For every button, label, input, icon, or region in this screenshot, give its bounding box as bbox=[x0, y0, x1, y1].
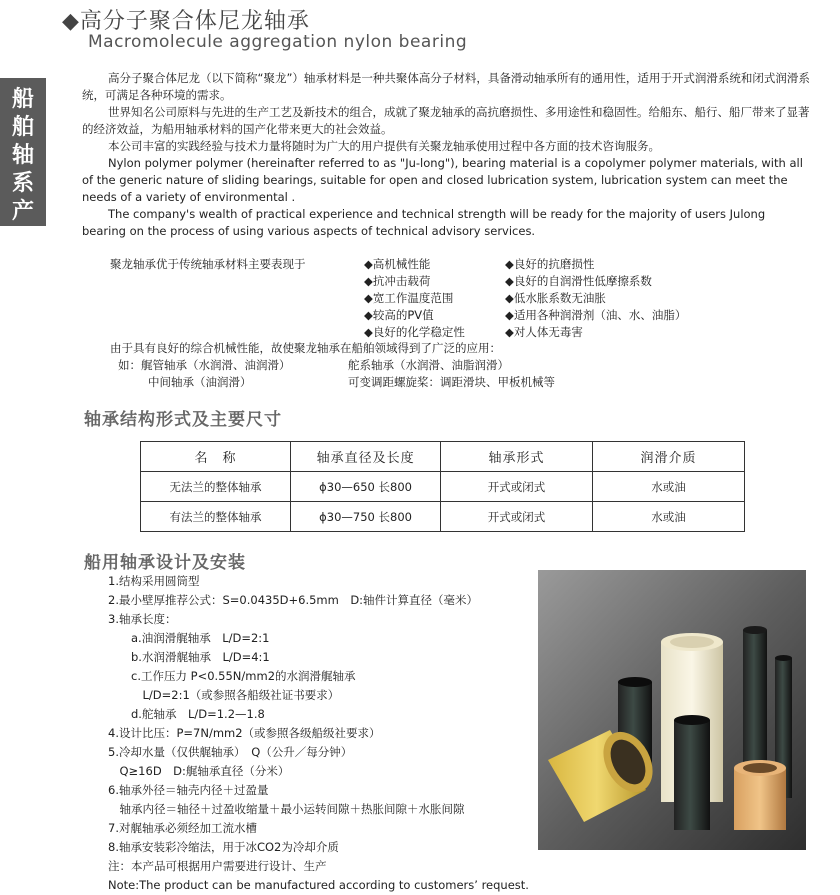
features-column-2 bbox=[505, 256, 686, 341]
intro-paragraph: 本公司丰富的实践经验与技术力量将随时为广大的用户提供有关聚龙轴承使用过程中各方面的技术咨询服务。 bbox=[108, 139, 660, 153]
application-item: 可变调距螺旋桨：调距滑块、甲板机械等 bbox=[348, 375, 555, 389]
page-subtitle: Macromolecule aggregation nylon bearing bbox=[88, 32, 468, 52]
application-item: 中间轴承（油润滑） bbox=[148, 375, 252, 389]
applications-row bbox=[118, 357, 509, 374]
side-tab-char: 系 bbox=[11, 171, 34, 196]
feature-item: ◆高机械性能 bbox=[364, 257, 431, 271]
intro-paragraph-en: The company's wealth of practical experience and technical strength will be ready for the majority of users Julong bearing on the process of using various aspects of technical advisory services. bbox=[82, 207, 766, 238]
table-cell: 开式或闭式 bbox=[441, 502, 593, 532]
feature-item: ◆较高的PV值 bbox=[364, 308, 434, 322]
feature-item: ◆宽工作温度范围 bbox=[364, 291, 454, 305]
feature-item: ◆适用各种润滑剂（油、水、油脂） bbox=[505, 308, 687, 322]
table-header: 润滑介质 bbox=[593, 442, 745, 472]
applications-block bbox=[110, 340, 555, 391]
design-line: 3.轴承长度： bbox=[108, 612, 177, 626]
structure-section-title: 轴承结构形式及主要尺寸 bbox=[84, 410, 282, 430]
intro-paragraph: 世界知名公司原料与先进的生产工艺及新技术的组合，成就了聚龙轴承的高抗磨损性、多用途性和稳固性。给船东、船行、船厂带来了显著的经济效益，为船用轴承材料的国产化带来更大的社会效益。 bbox=[82, 105, 810, 136]
black-tube-short bbox=[674, 715, 710, 830]
table-cell: 无法兰的整体轴承 bbox=[141, 472, 291, 502]
bearing-spec-table bbox=[140, 441, 745, 532]
table-cell: 水或油 bbox=[593, 502, 745, 532]
intro-paragraph-en: Nylon polymer polymer (hereinafter referred to as "Ju-long"), bearing material is a copolymer polymer materials, with all of the generic nature of sliding bearings, suitable for open and closed lubrication system, lubrication system can meet the needs of a variety of environmental . bbox=[82, 156, 803, 204]
design-line: b.水润滑艉轴承 L/D=4:1 bbox=[108, 650, 270, 664]
table-row bbox=[141, 502, 745, 532]
side-tab-char: 船 bbox=[11, 87, 34, 112]
table-cell: 有法兰的整体轴承 bbox=[141, 502, 291, 532]
applications-row bbox=[148, 374, 555, 391]
design-line: L/D=2:1（或参照各船级社证书要求） bbox=[108, 688, 340, 702]
design-line: 轴承内径＝轴径＋过盈收缩量＋最小运转间隙＋热胀间隙＋水胀间隙 bbox=[108, 802, 465, 816]
page-title: ◆高分子聚合体尼龙轴承 bbox=[62, 9, 310, 34]
side-category-tab bbox=[0, 78, 46, 252]
design-line: 2.最小壁厚推荐公式：S=0.0435D+6.5mm D:轴件计算直径（毫米） bbox=[108, 593, 479, 607]
intro-paragraph: 高分子聚合体尼龙（以下简称“聚龙”）轴承材料是一种共聚体高分子材料，具备滑动轴承所有的通用性，适用于开式润滑系统和闭式润滑系统，可满足各种环境的需求。 bbox=[82, 71, 810, 102]
side-tab-char: 轴 bbox=[11, 143, 34, 168]
feature-item: ◆良好的自润滑性低摩擦系数 bbox=[505, 274, 652, 288]
table-row bbox=[141, 472, 745, 502]
design-line: Note:The product can be manufactured according to customers’ request. bbox=[108, 878, 529, 892]
feature-item: ◆良好的抗磨损性 bbox=[505, 257, 595, 271]
design-list bbox=[108, 572, 529, 895]
intro-text bbox=[82, 70, 810, 240]
table-header-row bbox=[141, 442, 745, 472]
design-line: 7.对艉轴承必须经加工流水槽 bbox=[108, 821, 257, 835]
side-tab-char: 舶 bbox=[11, 115, 34, 140]
application-item: 如：艉管轴承（水润滑、油润滑） bbox=[118, 358, 291, 372]
table-cell: ϕ30—650 长800 bbox=[291, 472, 441, 502]
design-line: 5.冷却水量（仅供艉轴承） Q（公升／每分钟） bbox=[108, 745, 353, 759]
table-header: 名 称 bbox=[141, 442, 291, 472]
side-tab-char: 品 bbox=[11, 227, 34, 252]
design-line: c.工作压力 P<0.55N/mm2的水润滑艉轴承 bbox=[108, 669, 356, 683]
features-intro: 聚龙轴承优于传统轴承材料主要表现于 bbox=[110, 257, 306, 271]
table-cell: 开式或闭式 bbox=[441, 472, 593, 502]
design-line: 4.设计比压：P=7N/mm2（或参照各级船级社要求） bbox=[108, 726, 381, 740]
feature-item: ◆良好的化学稳定性 bbox=[364, 325, 465, 339]
feature-item: ◆抗冲击载荷 bbox=[364, 274, 431, 288]
design-line: a.油润滑艉轴承 L/D=2:1 bbox=[108, 631, 270, 645]
applications-intro: 由于具有良好的综合机械性能，故使聚龙轴承在船舶领域得到了广泛的应用： bbox=[110, 341, 501, 355]
table-cell: ϕ30—750 长800 bbox=[291, 502, 441, 532]
features-column-1 bbox=[364, 256, 465, 341]
feature-item: ◆低水胀系数无油胀 bbox=[505, 291, 606, 305]
design-line: 1.结构采用圆筒型 bbox=[108, 574, 200, 588]
side-tab-char: 产 bbox=[11, 199, 34, 224]
design-line: 注：本产品可根据用户需要进行设计、生产 bbox=[108, 859, 327, 873]
peach-bushing bbox=[734, 760, 786, 830]
design-line: d.舵轴承 L/D=1.2—1.8 bbox=[108, 707, 265, 721]
table-cell: 水或油 bbox=[593, 472, 745, 502]
application-item: 舵系轴承（水润滑、油脂润滑） bbox=[348, 358, 509, 372]
table-header: 轴承形式 bbox=[441, 442, 593, 472]
feature-item: ◆对人体无毒害 bbox=[505, 325, 583, 339]
design-line: Q≥16D D:艉轴承直径（分米） bbox=[108, 764, 290, 778]
design-line: 8.轴承安装彩冷缩法，用于冰CO2为冷却介质 bbox=[108, 840, 339, 854]
design-line: 6.轴承外径＝轴壳内径＋过盈量 bbox=[108, 783, 269, 797]
bearing-product-photo bbox=[538, 570, 806, 850]
table-header: 轴承直径及长度 bbox=[291, 442, 441, 472]
design-section-title: 船用轴承设计及安装 bbox=[84, 553, 246, 573]
